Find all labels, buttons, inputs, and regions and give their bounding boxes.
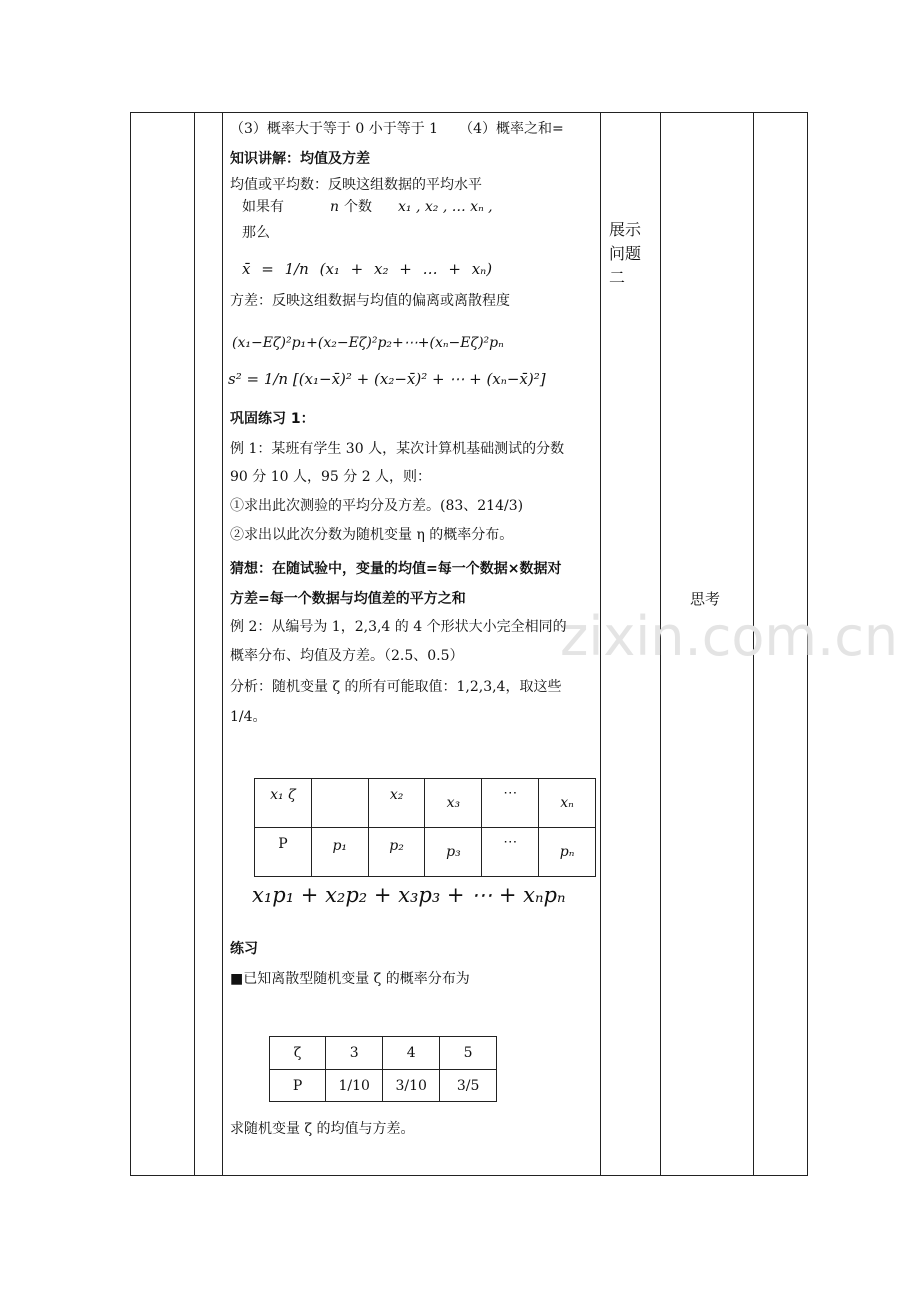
then-text: 那么	[242, 225, 270, 241]
table-cell	[311, 779, 368, 828]
example2-line2: 概率分布、均值及方差。（2.5、0.5）	[230, 648, 464, 664]
student-activity-label: 思考	[690, 590, 721, 608]
variance-formula-sample: s² = 1/n [(x₁−x̄)² + (x₂−x̄)² + ⋯ + (xₙ−x̄)²]	[228, 370, 546, 388]
table-cell: x₃	[425, 779, 482, 828]
expectation-formula: x₁p₁ + x₂p₂ + x₃p₃ + ⋯ + xₙpₙ	[252, 883, 566, 907]
knowledge-heading: 知识讲解：均值及方差	[230, 151, 370, 167]
table-cell: P	[255, 828, 312, 877]
variance-formula-expectation: (x₁−Eζ)²p₁+(x₂−Eζ)²p₂+⋯+(xₙ−Eζ)²pₙ	[232, 335, 504, 351]
table-cell: pₙ	[539, 828, 596, 877]
count-word: 个数	[344, 199, 372, 215]
analysis-line1: 分析：随机变量 ζ 的所有可能取值：1,2,3,4，取这些	[230, 679, 562, 695]
analysis-line2: 1/4。	[230, 709, 267, 725]
activity-label-line1: 展示	[609, 220, 642, 239]
distribution-table	[254, 778, 596, 877]
example1-line1: 例 1：某班有学生 30 人，某次计算机基础测试的分数	[230, 441, 565, 457]
table-cell: 3	[326, 1037, 383, 1070]
exercise-question: 求随机变量 ζ 的均值与方差。	[230, 1121, 415, 1137]
probability-properties: （3）概率大于等于 0 小于等于 1 （4）概率之和=	[230, 121, 564, 137]
table-cell: p₁	[311, 828, 368, 877]
guess-line1: 猜想：在随试验中，变量的均值=每一个数据×数据对	[230, 561, 562, 577]
table-cell: 5	[440, 1037, 497, 1070]
if-have-text: 如果有	[242, 199, 284, 215]
variance-definition: 方差：反映这组数据与均值的偏离或离散程度	[230, 293, 510, 309]
table-bottom-border	[130, 1175, 808, 1176]
table-cell: x₁ ζ	[255, 779, 312, 828]
mean-definition: 均值或平均数：反映这组数据的平均水平	[230, 177, 482, 193]
teaching-content-column	[222, 112, 600, 1175]
table-cell: 1/10	[326, 1070, 383, 1102]
exercise-distribution-table	[269, 1036, 497, 1102]
activity-label-line2: 问题	[609, 244, 642, 263]
table-cell: x₂	[368, 779, 425, 828]
column-divider	[194, 112, 195, 1175]
table-cell: p₃	[425, 828, 482, 877]
exercise-text: ■已知离散型随机变量 ζ 的概率分布为	[230, 971, 470, 987]
table-border-left	[130, 112, 131, 1175]
table-cell: P	[270, 1070, 326, 1102]
table-cell: 3/10	[383, 1070, 440, 1102]
table-cell: ζ	[270, 1037, 326, 1070]
mean-formula: x̄ = 1/n (x₁ + x₂ + … + xₙ)	[242, 260, 493, 278]
table-cell: 3/5	[440, 1070, 497, 1102]
example2-line1: 例 2：从编号为 1，2,3,4 的 4 个形状大小完全相同的	[230, 619, 567, 635]
n-variable: n	[330, 199, 340, 215]
table-cell: xₙ	[539, 779, 596, 828]
table-cell: ⋯	[482, 779, 539, 828]
table-cell: 4	[383, 1037, 440, 1070]
guess-line2: 方差=每一个数据与均值差的平方之和	[230, 591, 466, 607]
watermark: zixin.com.cn	[560, 605, 899, 668]
example1-question2: ②求出以此次分数为随机变量 η 的概率分布。	[230, 527, 514, 543]
table-cell: ⋯	[482, 828, 539, 877]
practice-heading: 巩固练习 1：	[230, 411, 315, 427]
table-cell: p₂	[368, 828, 425, 877]
exercise-heading: 练习	[230, 941, 258, 957]
activity-label-line3: 二	[609, 268, 626, 287]
example1-question1: ①求出此次测验的平均分及方差。(83、214/3)	[230, 498, 524, 514]
example1-line2: 90 分 10 人，95 分 2 人，则：	[230, 469, 432, 485]
xs-list: x₁ , x₂ , … xₙ ,	[398, 199, 493, 215]
